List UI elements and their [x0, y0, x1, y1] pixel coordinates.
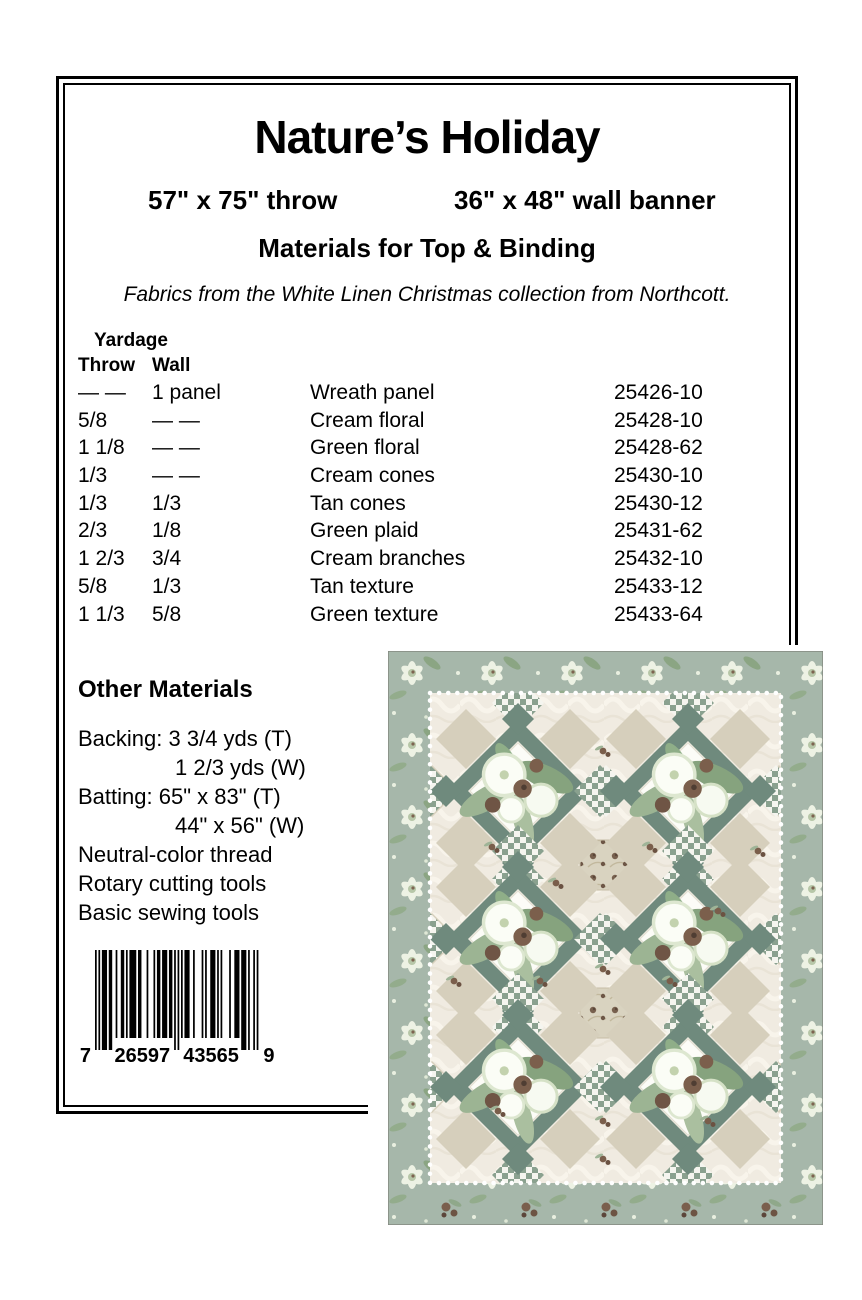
- yardage-cell-fabric: Cream branches: [310, 547, 466, 571]
- column-header-wall: Wall: [152, 355, 191, 376]
- yardage-cell-fabric: Green floral: [310, 436, 420, 460]
- yardage-cell-sku: 25431-62: [614, 519, 703, 543]
- yardage-cell-fabric: Cream floral: [310, 408, 425, 432]
- yardage-cell-sku: 25433-12: [614, 574, 703, 598]
- yardage-cell-wall: 3/4: [152, 547, 182, 571]
- yardage-cell-wall: 1/8: [152, 519, 182, 543]
- other-material-line: Batting: 65" x 83" (T): [78, 784, 281, 809]
- yardage-cell-fabric: Wreath panel: [310, 381, 435, 404]
- yardage-cell-throw: 5/8: [78, 574, 108, 598]
- yardage-row: [78, 575, 768, 603]
- yardage-cell-wall: 1 panel: [152, 381, 221, 404]
- yardage-cell-throw: 1/3: [78, 464, 108, 488]
- yardage-cell-wall: — —: [152, 436, 200, 460]
- barcode-digit-group1: 26597: [114, 1045, 171, 1067]
- other-material-line: Basic sewing tools: [78, 900, 259, 925]
- yardage-cell-throw: 1 1/3: [78, 602, 125, 626]
- yardage-row: [78, 547, 768, 575]
- yardage-cell-fabric: Green plaid: [310, 519, 419, 543]
- fabrics-note: Fabrics from the White Linen Christmas collection from Northcott.: [123, 283, 731, 306]
- yardage-cell-sku: 25428-10: [614, 408, 703, 432]
- yardage-cell-sku: 25432-10: [614, 547, 703, 571]
- page-title: Nature’s Holiday: [254, 111, 600, 163]
- yardage-cell-throw: — —: [78, 381, 126, 404]
- other-material-line: Neutral-color thread: [78, 842, 273, 867]
- materials-heading: Materials for Top & Binding: [258, 233, 596, 263]
- yardage-row: [78, 436, 768, 464]
- other-material-line: 1 2/3 yds (W): [175, 755, 306, 780]
- yardage-cell-sku: 25430-12: [614, 491, 703, 515]
- yardage-cell-sku: 25426-10: [614, 381, 703, 404]
- yardage-cell-wall: — —: [152, 464, 200, 488]
- yardage-cell-sku: 25433-64: [614, 602, 703, 626]
- yardage-rows: [78, 381, 768, 630]
- other-materials-list: [78, 724, 306, 927]
- yardage-row: [78, 381, 768, 409]
- yardage-row: [78, 464, 768, 492]
- throw-size-label: 57" x 75" throw: [148, 185, 338, 215]
- yardage-cell-fabric: Cream cones: [310, 464, 435, 488]
- yardage-cell-wall: 1/3: [152, 491, 182, 515]
- yardage-row: [78, 603, 768, 631]
- other-material-line: Backing: 3 3/4 yds (T): [78, 726, 292, 751]
- yardage-cell-wall: 5/8: [152, 602, 182, 626]
- yardage-cell-wall: 1/3: [152, 574, 182, 598]
- yardage-cell-throw: 5/8: [78, 408, 108, 432]
- other-material-line: 44" x 56" (W): [175, 813, 305, 838]
- yardage-cell-sku: 25428-62: [614, 436, 703, 460]
- quilt-photo-wrap: [368, 645, 862, 1300]
- yardage-cell-wall: — —: [152, 408, 200, 432]
- other-material-line: Rotary cutting tools: [78, 871, 267, 896]
- barcode-digit-lead: 7: [79, 1045, 91, 1067]
- yardage-cell-fabric: Green texture: [310, 602, 439, 626]
- yardage-cell-fabric: Tan texture: [310, 574, 414, 598]
- yardage-row: [78, 492, 768, 520]
- yardage-cell-throw: 1 1/8: [78, 436, 125, 460]
- column-header-throw: Throw: [78, 355, 135, 376]
- yardage-row: [78, 519, 768, 547]
- quilt-photo: [388, 651, 823, 1225]
- yardage-cell-throw: 1/3: [78, 491, 108, 515]
- wall-size-label: 36" x 48" wall banner: [454, 185, 716, 215]
- yardage-section-heading: Yardage: [94, 330, 168, 351]
- yardage-row: [78, 409, 768, 437]
- barcode-digit-trail: 9: [263, 1045, 275, 1067]
- other-materials-heading: Other Materials: [78, 676, 253, 703]
- yardage-cell-throw: 2/3: [78, 519, 108, 543]
- upc-barcode: [79, 950, 291, 1070]
- yardage-cell-fabric: Tan cones: [310, 491, 406, 515]
- yardage-cell-sku: 25430-10: [614, 464, 703, 488]
- yardage-cell-throw: 1 2/3: [78, 547, 125, 571]
- barcode-digit-group2: 43565: [183, 1045, 239, 1067]
